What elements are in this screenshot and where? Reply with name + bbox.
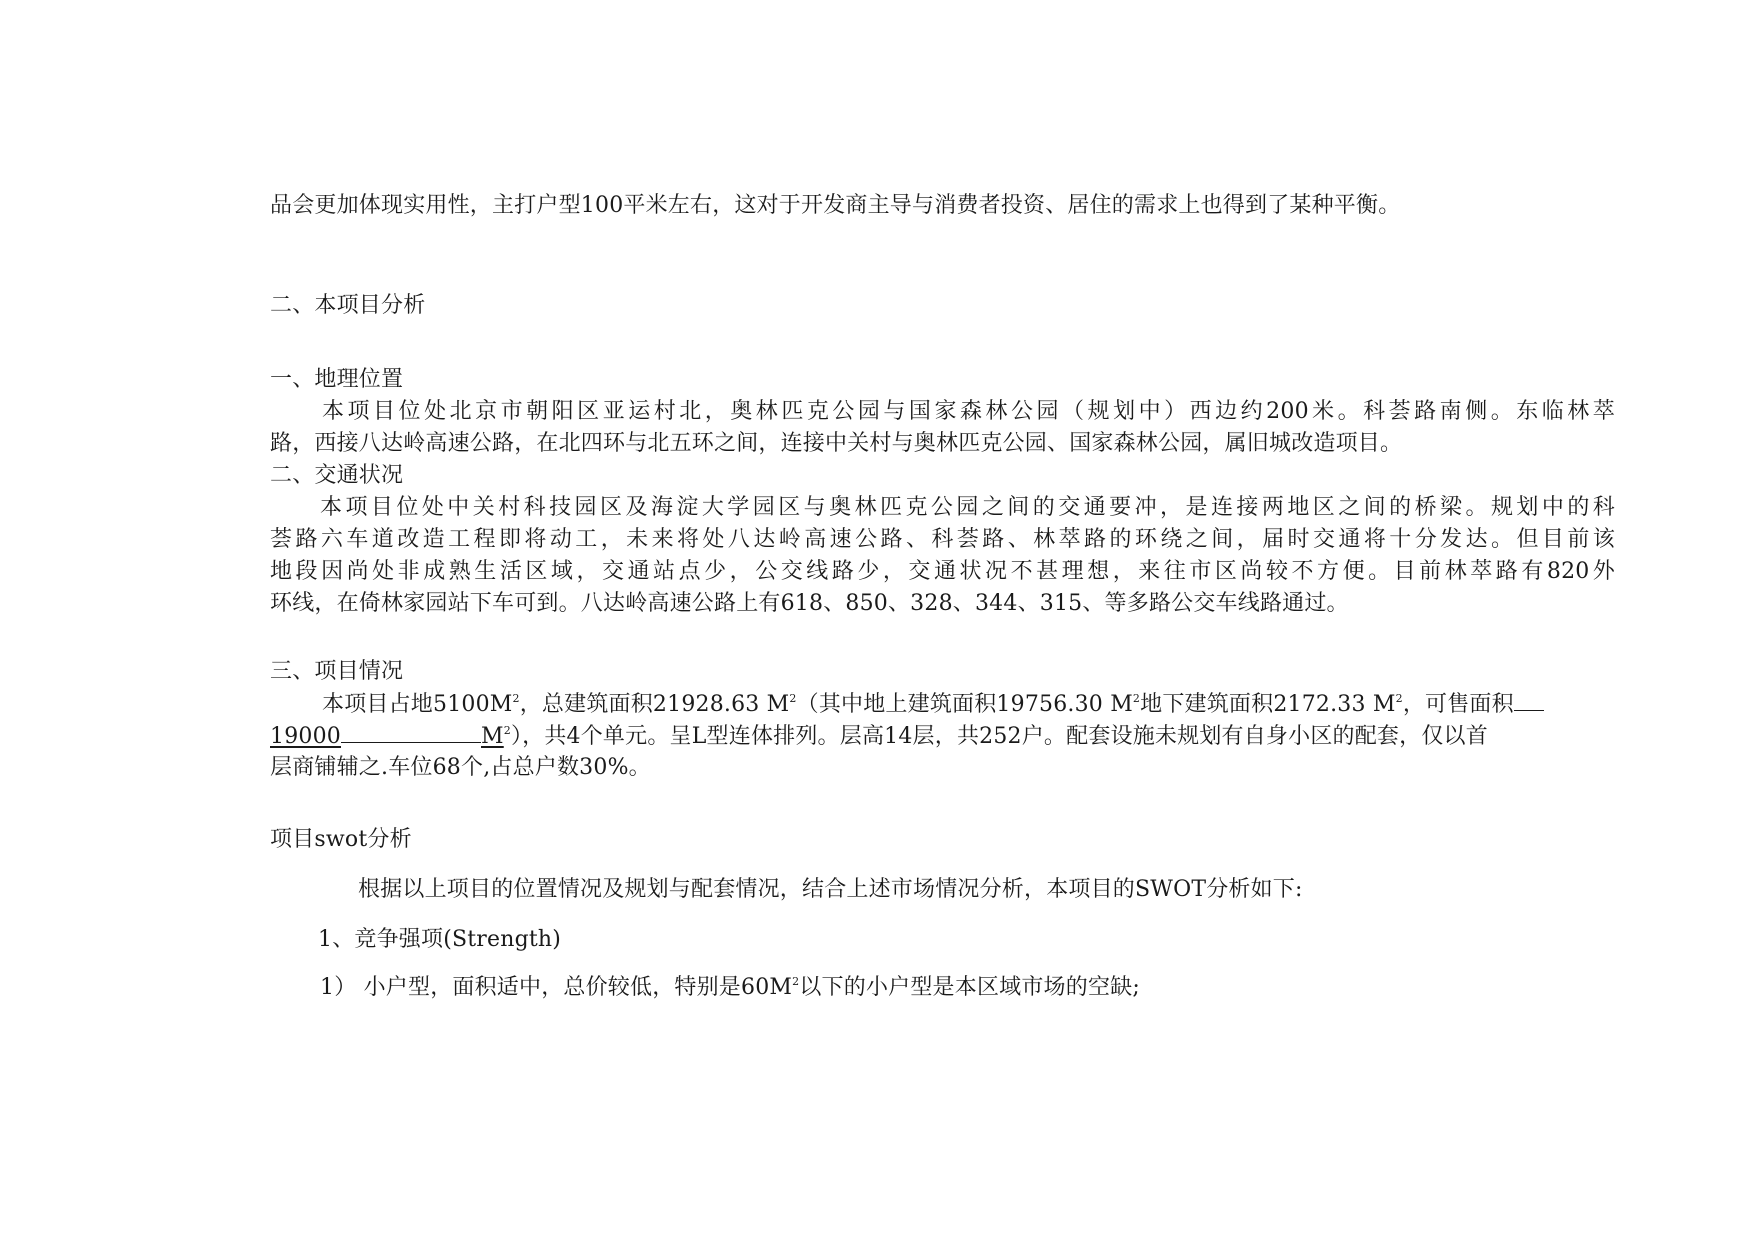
superscript: 2: [503, 723, 511, 737]
superscript: 2: [512, 691, 520, 705]
swot-intro: 根据以上项目的位置情况及规划与配套情况，结合上述市场情况分析，本项目的SWOT分析如下:: [358, 877, 1303, 902]
location-heading: 一、地理位置: [270, 367, 404, 392]
project-text: ，可售面积: [1402, 692, 1514, 717]
project-text: （其中地上建筑面积19756.30 M: [796, 692, 1133, 717]
project-text: ），共4个单元。呈L型连体排列。层高14层，共252户。配套设施未规划有自身小区的配套，仅以首: [510, 724, 1488, 749]
item-text: 小户型，面积适中，总价较低，特别是60M: [363, 975, 793, 1000]
superscript: 2: [792, 974, 800, 988]
strength-item: [320, 972, 1140, 1004]
project-paragraph-line: [322, 688, 1544, 721]
superscript: 2: [1395, 691, 1403, 705]
superscript: 2: [1132, 691, 1141, 705]
project-text: 本项目占地5100M: [322, 692, 513, 717]
intro-paragraph-line: 品会更加体现实用性，主打户型100平米左右，这对于开发商主导与消费者投资、居住的需求上也得到了某种平衡。: [270, 193, 1401, 218]
blank-underline: [1514, 688, 1544, 711]
traffic-paragraph-line: 本项目位处中关村科技园区及海淀大学园区与奥林匹克公园之间的交通要冲，是连接两地区之间的桥梁。规划中的科: [320, 495, 1615, 520]
traffic-heading: 二、交通状况: [270, 463, 404, 488]
location-paragraph-line: 本项目位处北京市朝阳区亚运村北，奥林匹克公园与国家森林公园（规划中）西边约200米。科荟路南侧。东临林萃: [322, 399, 1615, 424]
project-heading: 三、项目情况: [270, 659, 404, 684]
project-paragraph-line: 层商铺辅之.车位68个,占总户数30%。: [270, 755, 651, 780]
project-text: M: [481, 724, 504, 749]
swot-heading: 项目swot分析: [270, 827, 412, 852]
project-paragraph-line: [270, 720, 1488, 753]
superscript: 2: [789, 691, 797, 705]
traffic-paragraph-line: 地段因尚处非成熟生活区域，交通站点少，公交线路少，交通状况不甚理想，来往市区尚较不方便。目前林萃路有820外: [270, 559, 1615, 584]
project-text: 地下建筑面积2172.33 M: [1140, 692, 1396, 717]
traffic-paragraph-line: 荟路六车道改造工程即将动工，未来将处八达岭高速公路、科荟路、林萃路的环绕之间，届时交通将十分发达。但目前该: [270, 527, 1615, 552]
item-number: 1）: [320, 975, 357, 1000]
strength-heading: 1、竞争强项(Strength): [318, 927, 562, 952]
location-paragraph-line: 路，西接八达岭高速公路，在北四环与北五环之间，连接中关村与奥林匹克公园、国家森林公园，属旧城改造项目。: [270, 431, 1403, 456]
blank-underline: [341, 720, 481, 743]
saleable-area-value: 19000: [270, 724, 341, 749]
traffic-paragraph-line: 环线，在倚林家园站下车可到。八达岭高速公路上有618、850、328、344、315、等多路公交车线路通过。: [270, 591, 1349, 616]
project-text: ，总建筑面积21928.63 M: [519, 692, 790, 717]
section-heading: 二、本项目分析: [270, 293, 426, 318]
item-text: 以下的小户型是本区域市场的空缺;: [799, 975, 1140, 1000]
